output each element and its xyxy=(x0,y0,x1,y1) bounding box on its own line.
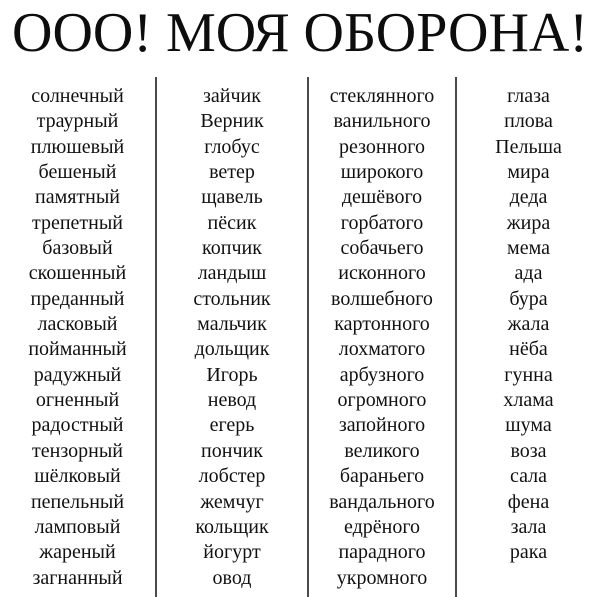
word-cell: фена xyxy=(507,490,550,513)
word-cell: дольщик xyxy=(194,338,270,361)
word-cell: мема xyxy=(507,237,550,260)
poster-title: ООО! МОЯ ОБОРОНА! xyxy=(12,2,588,64)
word-cell: бура xyxy=(509,287,548,310)
word-cell: лохматого xyxy=(338,338,426,361)
word-cell: великого xyxy=(344,439,420,462)
word-cell: ванильного xyxy=(333,110,431,133)
word-cell: стольник xyxy=(193,287,271,310)
word-cell: тензорный xyxy=(32,439,123,462)
word-cell: пёсик xyxy=(207,211,257,234)
word-cell: Верник xyxy=(200,110,264,133)
word-cell: бараньего xyxy=(339,465,425,488)
word-cell: ветер xyxy=(209,161,255,184)
word-cell: скошенный xyxy=(28,262,127,285)
word-cell: глобус xyxy=(204,135,260,158)
word-column-adjectives xyxy=(0,84,155,591)
word-cell: овод xyxy=(212,566,252,589)
word-cell: вандального xyxy=(329,490,435,513)
word-cell: пепельный xyxy=(30,490,125,513)
word-cell: лобстер xyxy=(198,465,266,488)
word-cell: трепетный xyxy=(31,211,124,234)
word-cell: нёба xyxy=(509,338,548,361)
word-cell: мира xyxy=(507,161,550,184)
word-column-genitive-nouns xyxy=(457,84,600,566)
word-cell: жира xyxy=(506,211,551,234)
word-cell: арбузного xyxy=(339,363,425,386)
word-cell: ада xyxy=(514,262,543,285)
word-cell: огромного xyxy=(337,389,427,412)
word-cell: радужный xyxy=(33,363,122,386)
word-cell: горбатого xyxy=(340,211,424,234)
word-cell: мальчик xyxy=(197,313,267,336)
word-cell: зала xyxy=(510,515,547,538)
word-cell: ламповый xyxy=(34,515,121,538)
word-cell: глаза xyxy=(507,85,550,107)
word-cell: рака xyxy=(509,541,548,564)
word-cell: памятный xyxy=(34,186,121,209)
word-cell: запойного xyxy=(338,414,426,437)
word-cell: зайчик xyxy=(203,85,261,107)
word-column-genitive-adjectives xyxy=(309,84,455,591)
word-cell: воза xyxy=(510,439,547,462)
word-cell: базовый xyxy=(42,237,113,260)
word-cell: Пельша xyxy=(495,135,562,158)
word-cell: радостный xyxy=(31,414,124,437)
word-cell: щавель xyxy=(201,186,263,209)
word-cell: бешеный xyxy=(38,161,117,184)
word-cell: жемчуг xyxy=(200,490,264,513)
word-cell: преданный xyxy=(30,287,125,310)
word-cell: траурный xyxy=(36,110,119,133)
word-cell: шума xyxy=(505,414,552,437)
word-cell: ласковый xyxy=(37,313,118,336)
word-cell: жареный xyxy=(39,541,116,564)
word-cell: сала xyxy=(509,465,548,488)
word-cell: пончик xyxy=(201,439,263,462)
word-cell: исконного xyxy=(338,262,426,285)
word-cell: плова xyxy=(504,110,553,133)
word-cell: загнанный xyxy=(32,566,123,589)
word-cell: Игорь xyxy=(206,363,258,386)
word-cell: гунна xyxy=(504,363,553,386)
word-cell: дешёвого xyxy=(341,186,423,209)
word-cell: пойманный xyxy=(28,338,127,361)
word-cell: копчик xyxy=(202,237,262,260)
word-cell: егерь xyxy=(209,414,255,437)
word-cell: парадного xyxy=(338,541,426,564)
word-cell: укромного xyxy=(336,566,428,589)
word-cell: солнечный xyxy=(31,85,124,107)
word-cell: кольщик xyxy=(195,515,269,538)
word-cell: ландыш xyxy=(197,262,267,285)
word-cell: йогурт xyxy=(203,541,261,564)
word-cell: шёлковый xyxy=(34,465,121,488)
word-cell: жала xyxy=(507,313,550,336)
word-cell: волшебного xyxy=(331,287,433,310)
word-cell: плюшевый xyxy=(30,135,125,158)
word-cell: едрёного xyxy=(343,515,421,538)
word-cell: собачьего xyxy=(340,237,424,260)
word-cell: широкого xyxy=(340,161,424,184)
word-cell: деда xyxy=(509,186,548,209)
word-cell: резонного xyxy=(338,135,425,158)
word-cell: огненный xyxy=(35,389,120,412)
word-cell: стеклянного xyxy=(329,85,435,107)
word-column-nouns xyxy=(157,84,307,591)
word-cell: невод xyxy=(207,389,257,412)
word-cell: хлама xyxy=(503,389,554,412)
word-cell: картонного xyxy=(334,313,430,336)
